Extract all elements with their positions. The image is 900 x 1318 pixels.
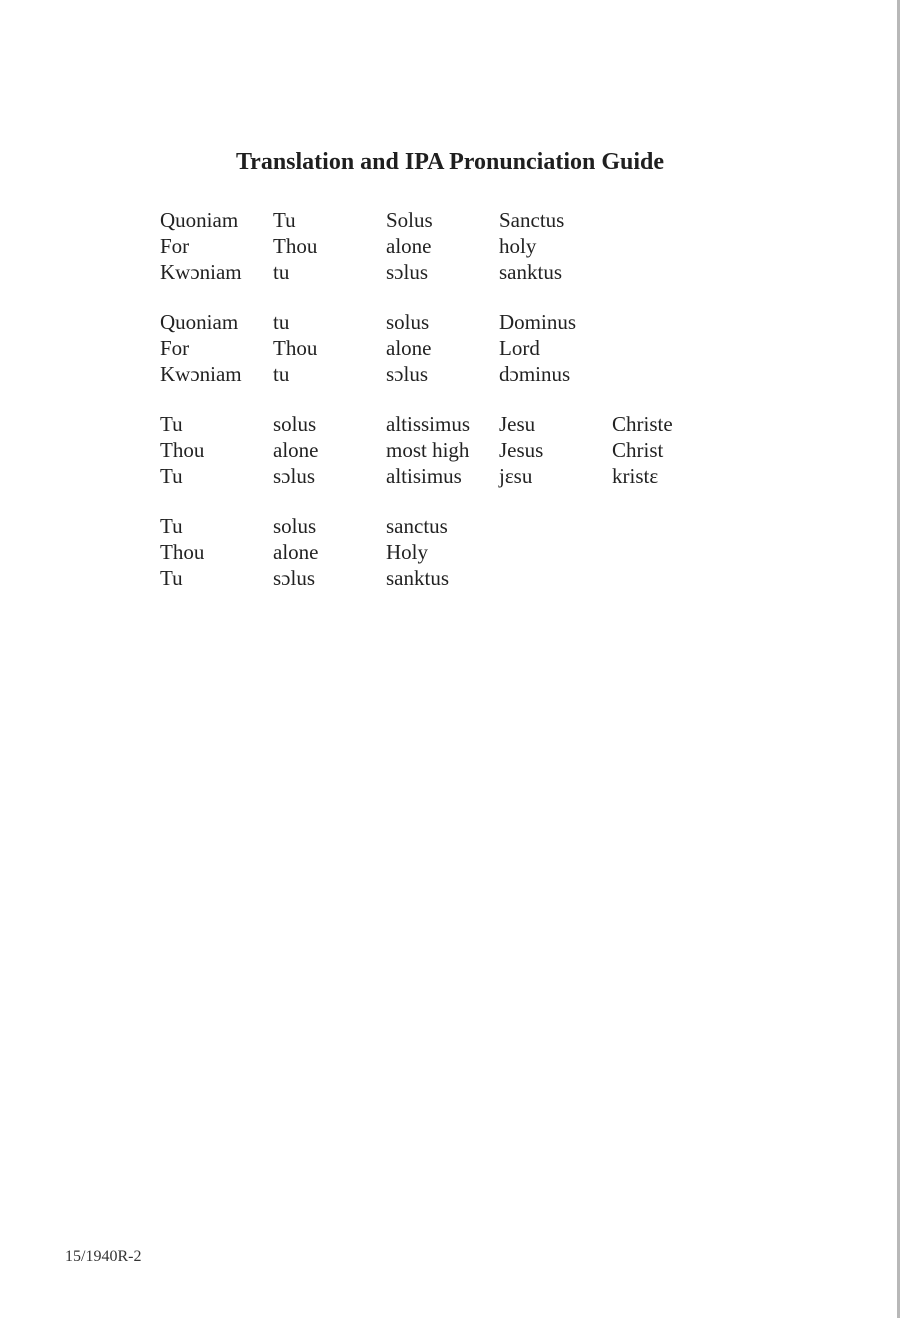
stanza xyxy=(160,513,760,591)
document-code: 15/1940R-2 xyxy=(65,1248,142,1265)
word: Thou xyxy=(273,336,318,360)
word: For xyxy=(160,336,190,360)
word: Jesus xyxy=(499,438,544,462)
word: holy xyxy=(499,234,537,258)
word: sɔlus xyxy=(386,260,428,284)
word: Tu xyxy=(160,514,183,538)
word: altissimus xyxy=(386,412,471,436)
latin-line xyxy=(160,513,760,539)
english-line xyxy=(160,335,760,361)
word: Christ xyxy=(612,438,664,462)
word: Tu xyxy=(160,566,183,590)
word: sanctus xyxy=(386,514,448,538)
word: dɔminus xyxy=(499,362,571,386)
page-title: Translation and IPA Pronunciation Guide xyxy=(235,149,665,175)
pronunciation-guide xyxy=(160,207,760,615)
word: Tu xyxy=(160,412,183,436)
latin-line xyxy=(160,207,760,233)
word: Kwɔniam xyxy=(160,260,242,284)
word: For xyxy=(160,234,190,258)
word: sanktus xyxy=(499,260,562,284)
word: Jesu xyxy=(499,412,536,436)
word: Tu xyxy=(160,464,183,488)
word: tu xyxy=(273,362,290,386)
word: Christe xyxy=(612,412,673,436)
word: alone xyxy=(386,336,432,360)
word: Thou xyxy=(273,234,318,258)
word: Thou xyxy=(160,540,205,564)
word: solus xyxy=(273,514,317,538)
word: Tu xyxy=(273,208,296,232)
word: Dominus xyxy=(499,310,577,334)
latin-line xyxy=(160,309,760,335)
word: alone xyxy=(386,234,432,258)
ipa-line xyxy=(160,565,760,591)
stanza xyxy=(160,207,760,285)
word: Lord xyxy=(499,336,540,360)
word: Quoniam xyxy=(160,208,239,232)
word: Sanctus xyxy=(499,208,565,232)
word: kristɛ xyxy=(612,464,659,488)
english-line xyxy=(160,233,760,259)
english-line xyxy=(160,437,760,463)
latin-line xyxy=(160,411,760,437)
word: Holy xyxy=(386,540,428,564)
stanza xyxy=(160,309,760,387)
english-line xyxy=(160,539,760,565)
word: sɔlus xyxy=(273,566,315,590)
word: tu xyxy=(273,260,290,284)
word: sɔlus xyxy=(273,464,315,488)
word: alone xyxy=(273,438,319,462)
word: Thou xyxy=(160,438,205,462)
word: sanktus xyxy=(386,566,449,590)
word: tu xyxy=(273,310,290,334)
word: jɛsu xyxy=(499,464,533,488)
word: solus xyxy=(386,310,430,334)
ipa-line xyxy=(160,259,760,285)
ipa-line xyxy=(160,361,760,387)
word: Solus xyxy=(386,208,433,232)
word: sɔlus xyxy=(386,362,428,386)
word: alone xyxy=(273,540,319,564)
stanza xyxy=(160,411,760,489)
word: solus xyxy=(273,412,317,436)
word: Quoniam xyxy=(160,310,239,334)
ipa-line xyxy=(160,463,760,489)
word: Kwɔniam xyxy=(160,362,242,386)
word: altisimus xyxy=(386,464,462,488)
word: most high xyxy=(386,438,470,462)
